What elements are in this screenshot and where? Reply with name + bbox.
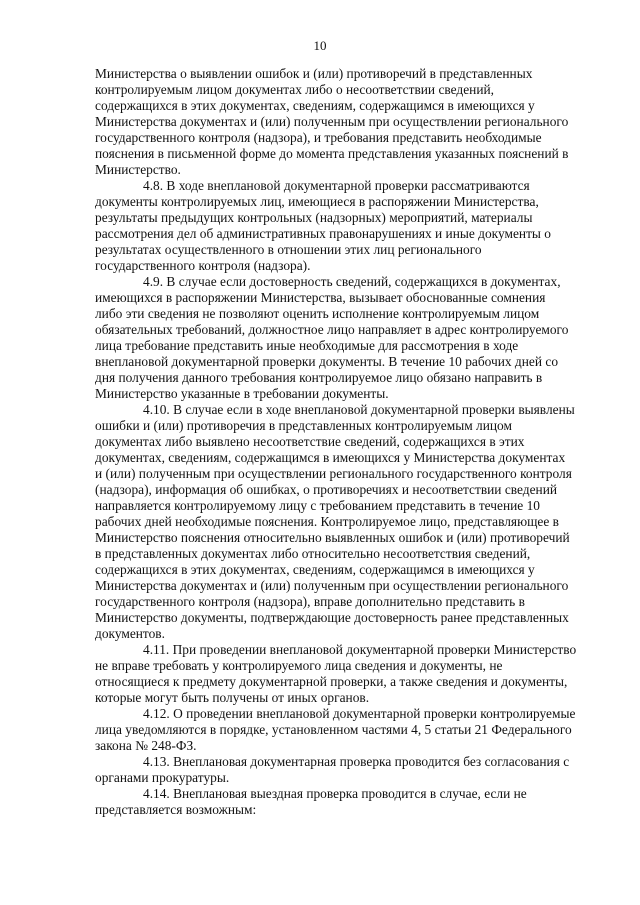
- paragraph-4-11: 4.11. При проведении внеплановой документарной проверки Министерство не вправе требовать у контролируемого лица сведения и документы, не относящиеся к предмету документарной проверки, а также сведения и документы, которые могут быть получены от иных органов.: [95, 642, 577, 705]
- paragraph-4-9: 4.9. В случае если достоверность сведений, содержащихся в документах, имеющихся в распоряжении Министерства, вызывает обоснованные сомнения либо эти сведения не позволяют оценить исполнение контролируемым лицом обязательных требований, должностное лицо направляет в адрес контролируемого лица требование представить иные необходимые для рассмотрения в ходе внеплановой документарной проверки документы. В течение 10 рабочих дней со дня получения данного требования контролируемое лицо обязано направить в Министерство указанные в требовании документы.: [95, 274, 569, 401]
- paragraph-4-8: 4.8. В ходе внеплановой документарной проверки рассматриваются документы контролируемых лиц, имеющиеся в распоряжении Министерства, результаты предыдущих контрольных (надзорных) мероприятий, материалы рассмотрения дел об административных правонарушениях и иные документы о результатах осуществленного в отношении этих лиц регионального государственного контроля (надзора).: [95, 178, 551, 273]
- paragraph-4-14: 4.14. Внеплановая выездная проверка проводится в случае, если не представляется возможным:: [95, 786, 527, 817]
- paragraph-4-13: 4.13. Внеплановая документарная проверка проводится без согласования с органами прокуратуры.: [95, 754, 570, 785]
- page-number: 10: [313, 38, 327, 53]
- paragraph-4-12: 4.12. О проведении внеплановой документарной проверки контролируемые лица уведомляются в порядке, установленном частями 4, 5 статьи 21 Федерального закона № 248-ФЗ.: [95, 706, 576, 753]
- paragraph-4-10: 4.10. В случае если в ходе внеплановой документарной проверки выявлены ошибки и (или) противоречия в представленных контролируемым лицом документах либо выявлено несоответствие сведений, содержащихся в этих документах, сведениям, содержащимся в имеющихся у Министерства документах и (или) полученным при осуществлении регионального государственного контроля (надзора), информация об ошибках, о противоречиях и несоответствии сведений направляется контролируемому лицу с требованием представить в течение 10 рабочих дней необходимые пояснения. Контролируемое лицо, представляющее в Министерство пояснения относительно выявленных ошибок и (или) противоречий в представленных документах либо относительно несоответствия сведений, содержащихся в этих документах, сведениям, содержащимся в имеющихся у Министерства документах и (или) полученным при осуществлении регионального государственного контроля (надзора), вправе дополнительно представить в Министерство документы, подтверждающие достоверность ранее представленных документов.: [95, 402, 575, 641]
- paragraph-continuation: Министерства о выявлении ошибок и (или) противоречий в представленных контролируемым лицом документах либо о несоответствии сведений, содержащихся в этих документах, сведениям, содержащимся в имеющихся у Министерства документах и (или) полученным при осуществлении регионального государственного контроля (надзора), и требования представить необходимые пояснения в письменной форме до момента представления указанных пояснений в Министерство.: [95, 66, 569, 177]
- document-body: [95, 66, 597, 818]
